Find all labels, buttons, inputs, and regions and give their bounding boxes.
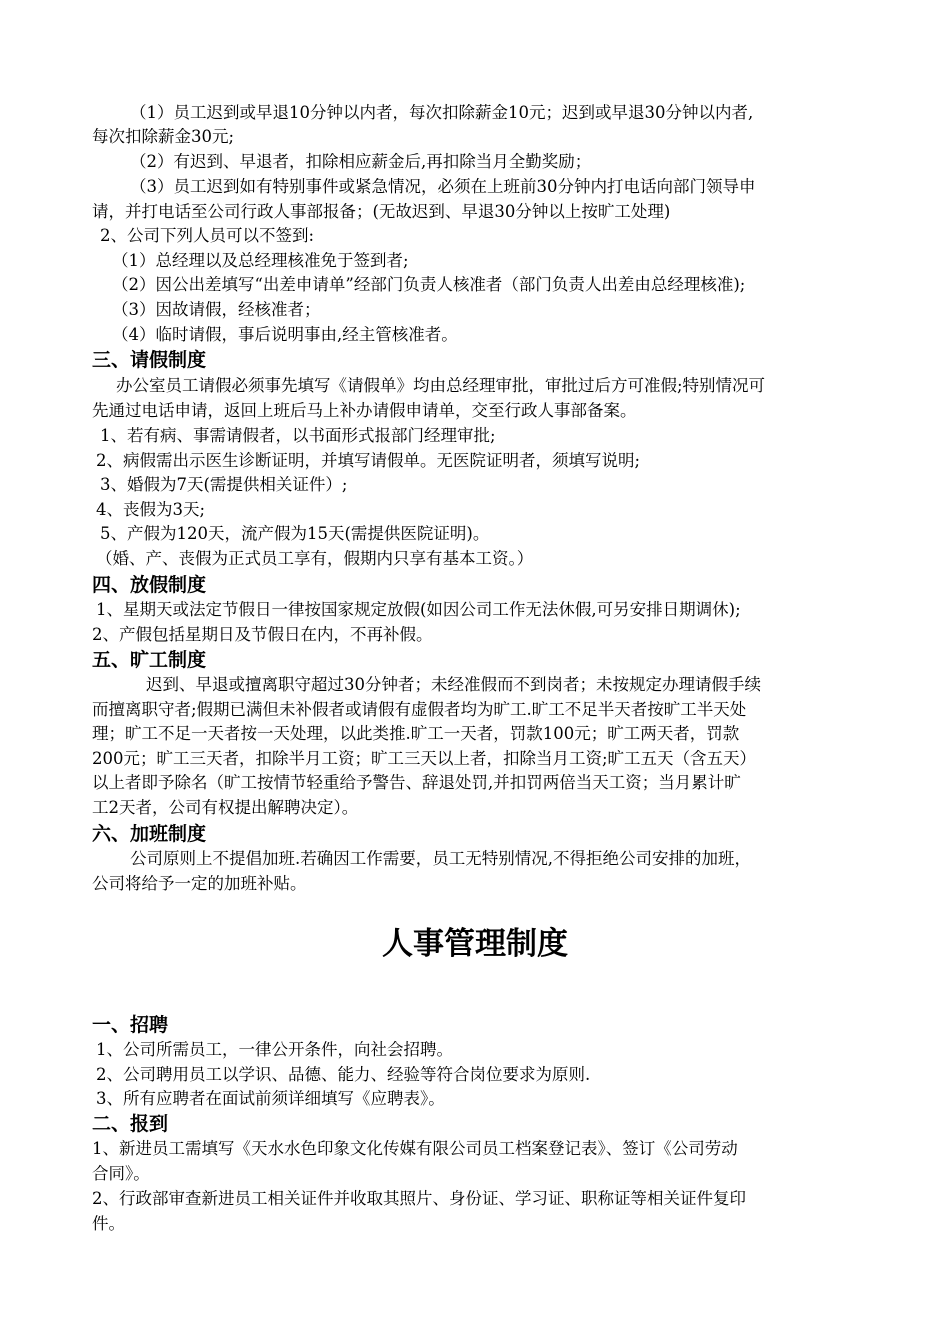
absence-paragraph-line-1: 迟到、早退或擅离职守超过30分钟者；未经准假而不到岗者；未按规定办理请假手续 xyxy=(146,675,761,694)
recruit-item-3: 3、所有应聘者在面试前须详细填写《应聘表》。 xyxy=(96,1089,445,1108)
exempt-item-4: （4）临时请假，事后说明事由,经主管核准者。 xyxy=(112,325,458,344)
attendance-rule-3-line-2: 请，并打电话至公司行政人事部报备；(无故迟到、早退30分钟以上按旷工处理) xyxy=(92,202,671,221)
recruit-item-1: 1、公司所需员工，一律公开条件，向社会招聘。 xyxy=(96,1040,453,1059)
leave-item-3: 3、婚假为7天(需提供相关证件）; xyxy=(100,475,348,494)
leave-intro-line-2: 先通过电话申请，返回上班后马上补办请假申请单，交至行政人事部备案。 xyxy=(92,401,637,420)
report-item-1-line-1: 1、新进员工需填写《天水水色印象文化传媒有限公司员工档案登记表》、签订《公司劳动 xyxy=(92,1139,738,1158)
absence-paragraph-line-2: 而擅离职守者;假期已满但未补假者或请假有虚假者均为旷工.旷工不足半天者按旷工半天处 xyxy=(92,700,747,719)
report-item-2-line-1: 2、行政部审查新进员工相关证件并收取其照片、身份证、学习证、职称证等相关证件复印 xyxy=(92,1189,746,1208)
leave-item-4: 4、丧假为3天; xyxy=(96,500,206,519)
attendance-rule-1-line-1: （1）员工迟到或早退10分钟以内者，每次扣除薪金10元；迟到或早退30分钟以内者, xyxy=(130,103,754,122)
absence-paragraph-line-3: 理；旷工不足一天者按一天处理，以此类推.旷工一天者，罚款100元；旷工两天者，罚款 xyxy=(92,724,740,743)
attendance-rule-3-line-1: （3）员工迟到如有特别事件或紧急情况，必须在上班前30分钟内打电话向部门领导申 xyxy=(130,177,756,196)
attendance-rule-2: （2）有迟到、早退者，扣除相应薪金后,再扣除当月全勤奖励； xyxy=(130,152,592,171)
section-heading-recruitment: 一、招聘 xyxy=(92,1014,169,1036)
exempt-list-intro: 2、公司下列人员可以不签到: xyxy=(100,226,315,245)
attendance-rule-1-line-2: 每次扣除薪金30元; xyxy=(92,127,235,146)
exempt-item-3: （3）因故请假，经核准者； xyxy=(112,300,321,319)
exempt-item-2: （2）因公出差填写“出差申请单”经部门负责人核准者（部门负责人出差由总经理核准); xyxy=(112,275,746,294)
recruit-item-2: 2、公司聘用员工以学识、品德、能力、经验等符合岗位要求为原则. xyxy=(96,1065,591,1084)
absence-paragraph-line-5: 以上者即予除名（旷工按情节轻重给予警告、辞退处罚,并扣罚两倍当天工资；当月累计旷 xyxy=(92,773,741,792)
exempt-item-1: （1）总经理以及总经理核准免于签到者; xyxy=(112,251,409,270)
holiday-item-2: 2、产假包括星期日及节假日在内，不再补假。 xyxy=(92,625,433,644)
leave-item-1: 1、若有病、事需请假者，以书面形式报部门经理审批; xyxy=(100,426,496,445)
section-heading-onboarding: 二、报到 xyxy=(92,1113,169,1135)
leave-item-2: 2、病假需出示医生诊断证明，并填写请假单。无医院证明者，须填写说明; xyxy=(96,451,641,470)
leave-note: （婚、产、丧假为正式员工享有，假期内只享有基本工资。） xyxy=(96,549,534,568)
document-title: 人事管理制度 xyxy=(382,926,568,962)
leave-intro-line-1: 办公室员工请假必须事先填写《请假单》均由总经理审批，审批过后方可准假;特别情况可 xyxy=(116,376,766,395)
section-heading-holiday: 四、放假制度 xyxy=(92,574,207,596)
overtime-paragraph-line-1: 公司原则上不提倡加班.若确因工作需要，员工无特别情况,不得拒绝公司安排的加班， xyxy=(130,849,751,868)
section-heading-absence: 五、旷工制度 xyxy=(92,649,207,671)
section-heading-leave: 三、请假制度 xyxy=(92,349,207,371)
absence-paragraph-line-4: 200元；旷工三天者，扣除半月工资；旷工三天以上者，扣除当月工资;旷工五天（含五天） xyxy=(92,749,757,768)
absence-paragraph-line-6: 工2天者，公司有权提出解聘决定）。 xyxy=(92,798,359,817)
report-item-2-line-2: 件。 xyxy=(92,1214,125,1233)
section-heading-overtime: 六、加班制度 xyxy=(92,823,207,845)
leave-item-5: 5、产假为120天，流产假为15天(需提供医院证明)。 xyxy=(100,524,490,543)
overtime-paragraph-line-2: 公司将给予一定的加班补贴。 xyxy=(92,874,307,893)
report-item-1-line-2: 合同》。 xyxy=(92,1164,150,1183)
holiday-item-1: 1、星期天或法定节假日一律按国家规定放假(如因公司工作无法休假,可另安排日期调休); xyxy=(96,600,741,619)
